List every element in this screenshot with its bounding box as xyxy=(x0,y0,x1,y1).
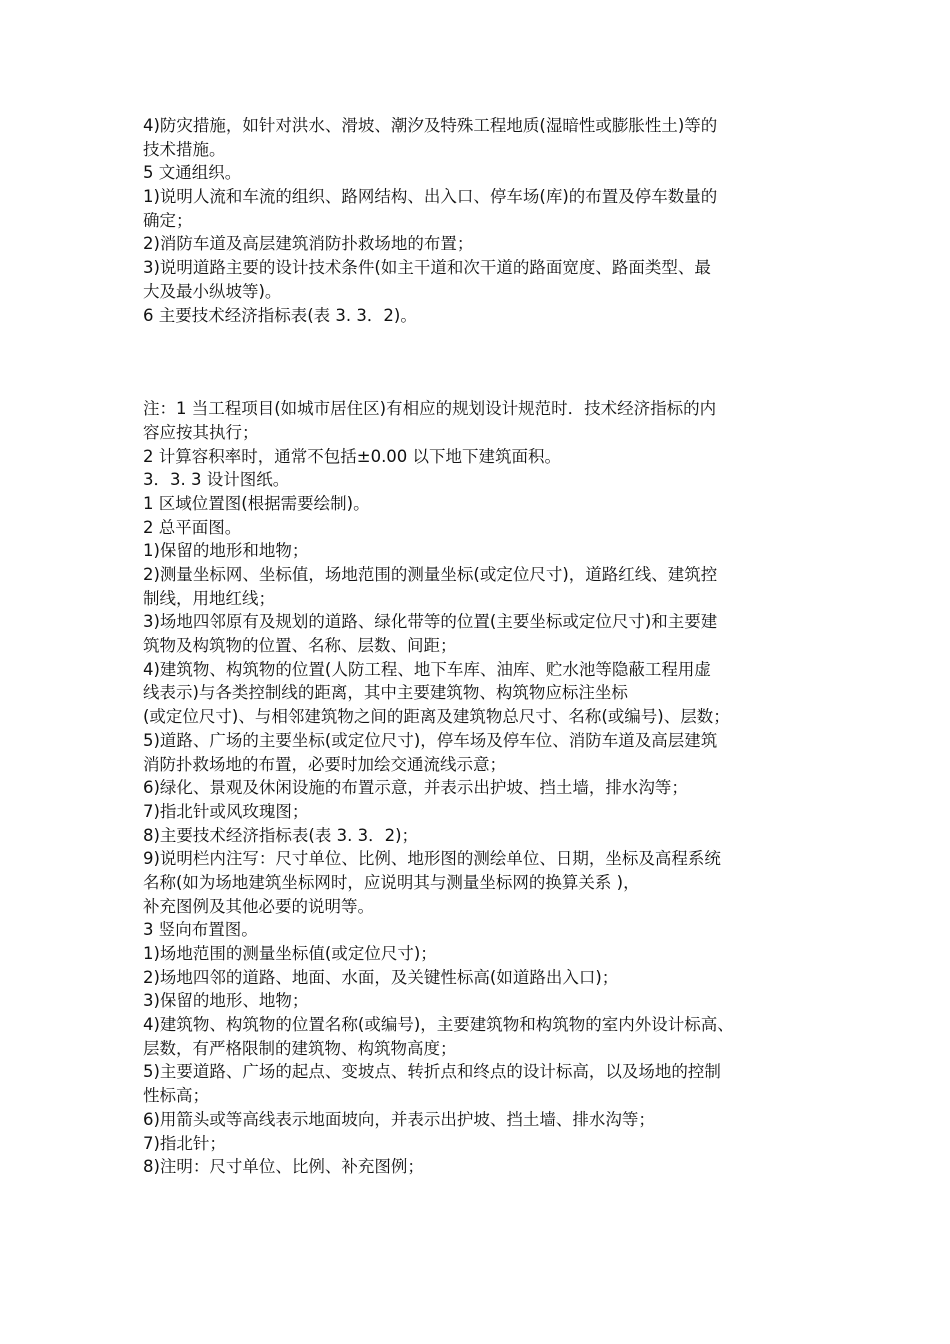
text-line: 3)场地四邻原有及规划的道路、绿化带等的位置(主要坐标或定位尺寸)和主要建 xyxy=(143,612,718,632)
text-line: 线表示)与各类控制线的距离，其中主要建筑物、构筑物应标注坐标 xyxy=(143,683,628,703)
section-gap xyxy=(143,327,811,397)
text-line: 注：1 当工程项目(如城市居住区)有相应的规划设计规范时．技术经济指标的内 xyxy=(143,399,717,419)
text-line: 确定； xyxy=(143,210,193,230)
text-line: 名称(如为场地建筑坐标网时，应说明其与测量坐标网的换算关系 )， xyxy=(143,872,640,892)
text-line: 2)测量坐标网、坐标值，场地范围的测量坐标(或定位尺寸)，道路红线、建筑控 xyxy=(143,565,718,584)
text-line: 6 主要技术经济指标表(表 3. 3．2)。 xyxy=(143,305,417,325)
text-line: 5)主要道路、广场的起点、变坡点、转折点和终点的设计标高，以及场地的控制 xyxy=(143,1062,721,1082)
text-line: 大及最小纵坡等)。 xyxy=(143,281,282,301)
text-line: 补充图例及其他必要的说明等。 xyxy=(143,896,374,916)
text-line: 层数，有严格限制的建筑物、构筑物高度； xyxy=(143,1038,457,1058)
text-line: 9)说明栏内注写：尺寸单位、比例、地形图的测绘单位、日期，坐标及高程系统 xyxy=(143,849,721,869)
text-line: 2)消防车道及高层建筑消防扑救场地的布置； xyxy=(143,234,474,254)
text-line: 4)建筑物、构筑物的位置(人防工程、地下车库、油库、贮水池等隐蔽工程用虚 xyxy=(143,659,711,679)
text-line: 制线，用地红线； xyxy=(143,588,275,608)
text-line: 6)用箭头或等高线表示地面坡向，并表示出护坡、挡土墙、排水沟等； xyxy=(143,1109,655,1129)
text-line: 筑物及构筑物的位置、名称、层数、间距； xyxy=(143,636,457,656)
section-site-organization xyxy=(143,114,811,327)
text-line: 8)注明：尺寸单位、比例、补充图例； xyxy=(143,1157,424,1177)
text-line: 1)保留的地形和地物； xyxy=(143,541,309,561)
text-line: 消防扑救场地的布置，必要时加绘交通流线示意； xyxy=(143,754,506,774)
text-line: 2 总平面图。 xyxy=(143,517,242,537)
text-line: 性标高； xyxy=(143,1086,209,1106)
text-line: 3．3. 3 设计图纸。 xyxy=(143,470,290,490)
text-line: 3 竖向布置图。 xyxy=(143,920,258,940)
section-design-drawings xyxy=(143,397,811,1179)
text-line: 技术措施。 xyxy=(143,139,226,159)
text-line: 1)场地范围的测量坐标值(或定位尺寸)； xyxy=(143,944,437,963)
text-line: 8)主要技术经济指标表(表 3. 3．2)； xyxy=(143,825,419,845)
text-line: 7)指北针； xyxy=(143,1133,226,1153)
text-line: 3)保留的地形、地物； xyxy=(143,991,309,1011)
text-line: 5 文通组织。 xyxy=(143,163,242,183)
text-line: 6)绿化、景观及休闲设施的布置示意，并表示出护坡、挡土墙，排水沟等； xyxy=(143,778,688,798)
text-line: 容应按其执行； xyxy=(143,422,259,442)
text-line: 1 区域位置图(根据需要绘制)。 xyxy=(143,493,370,513)
text-line: 5)道路、广场的主要坐标(或定位尺寸)，停车场及停车位、消防车道及高层建筑 xyxy=(143,730,718,750)
text-line: 1)说明人流和车流的组织、路网结构、出入口、停车场(库)的布置及停车数量的 xyxy=(143,187,718,207)
text-line: 2)场地四邻的道路、地面、水面，及关键性标高(如道路出入口)； xyxy=(143,967,619,987)
text-line: 7)指北针或风玫瑰图； xyxy=(143,801,309,821)
text-line: 3)说明道路主要的设计技术条件(如主干道和次干道的路面宽度、路面类型、最 xyxy=(143,258,711,278)
document-body xyxy=(143,114,811,1179)
text-line: (或定位尺寸)、与相邻建筑物之间的距离及建筑物总尺寸、名称(或编号)、层数； xyxy=(143,707,730,727)
text-line: 4)建筑物、构筑物的位置名称(或编号)，主要建筑物和构筑物的室内外设计标高、 xyxy=(143,1015,734,1035)
text-line: 2 计算容积率时，通常不包括±0.00 以下地下建筑面积。 xyxy=(143,446,562,466)
text-line: 4)防灾措施，如针对洪水、滑坡、潮汐及特殊工程地质(湿暗性或膨胀性土)等的 xyxy=(143,116,718,135)
